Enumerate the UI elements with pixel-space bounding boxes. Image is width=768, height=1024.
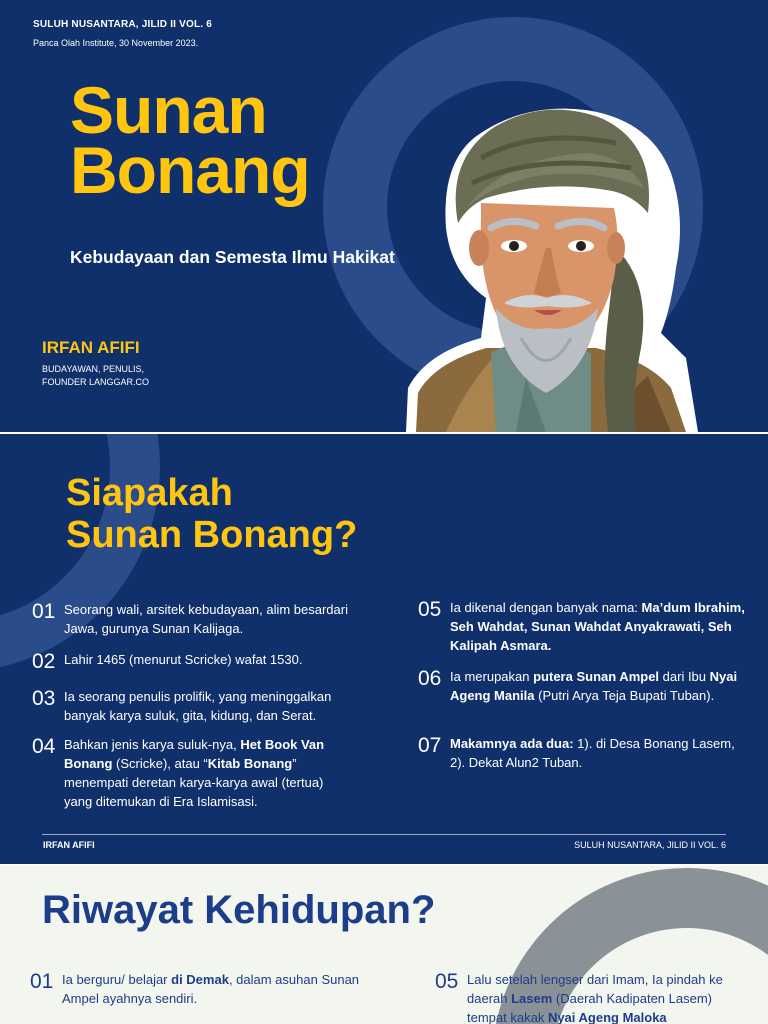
item-text-part: , dalam asuhan Sunan Ampel ayahnya sendiri. [62, 972, 360, 1006]
list-item [435, 970, 745, 1024]
publisher-date: Panca Olah Institute, 30 November 2023. [33, 38, 199, 48]
author-role-line-2: FOUNDER LANGGAR.CO [42, 377, 150, 387]
item-text-part: Ia dikenal dengan banyak nama: [450, 600, 642, 615]
item-text-emphasis: Kitab Bonang [207, 756, 293, 771]
item-number: 01 [30, 970, 54, 993]
item-text-emphasis: putera Sunan Ampel [533, 669, 660, 684]
item-text-part: ” menempati deretan karya-karya awal (tertua) yang ditemukan di Era Islamisasi. [64, 756, 324, 809]
item-number: 07 [418, 734, 442, 757]
author-name: IRFAN AFIFI [42, 338, 140, 357]
item-number: 04 [32, 735, 56, 758]
cover-slide [0, 0, 768, 432]
list-item [418, 734, 748, 772]
item-text-part: Ia merupakan [450, 669, 534, 684]
list-item [418, 667, 748, 705]
item-text-emphasis: Makamnya ada dua: [450, 736, 574, 751]
series-label: SULUH NUSANTARA, JILID II VOL. 6 [33, 19, 213, 30]
intro-heading [66, 472, 357, 556]
item-text-emphasis: Lasem [511, 991, 553, 1006]
list-item [32, 687, 352, 725]
cover-title-line-2: Bonang [70, 133, 310, 207]
footer-divider [42, 834, 726, 835]
item-text-part: dari Ibu [659, 669, 710, 684]
item-number: 05 [418, 598, 442, 621]
cover-subtitle: Kebudayaan dan Semesta Ilmu Hakikat [70, 247, 395, 267]
item-text-part: (Daerah Kadipaten Lasem) tempat kakak [467, 991, 712, 1024]
item-text [450, 598, 748, 655]
item-text [450, 734, 748, 772]
footer-author: IRFAN AFIFI [43, 840, 95, 850]
cover-title-line-1: Sunan [70, 73, 267, 147]
item-text [467, 970, 745, 1024]
life-slide [0, 866, 768, 1024]
item-text [450, 667, 748, 705]
item-text [62, 970, 370, 1008]
item-text [64, 735, 352, 811]
item-text-emphasis: Nyai Ageng Maloka [547, 1010, 667, 1024]
item-text-part: 1). di Desa Bonang Lasem, 2). Dekat Alun2 Tuban. [450, 736, 735, 770]
item-text-part: (Scricke), atau “ [112, 756, 208, 771]
list-item [32, 650, 352, 672]
list-item [30, 970, 370, 1008]
footer-series: SULUH NUSANTARA, JILID II VOL. 6 [574, 840, 726, 850]
author-role [42, 363, 222, 389]
item-text: Ia seorang penulis prolifik, yang meninggalkan banyak karya suluk, gita, kidung, dan Serat. [64, 689, 332, 723]
author-role-line-1: BUDAYAWAN, PENULIS, [42, 364, 145, 374]
cover-title [70, 73, 310, 207]
item-text-part: Bahkan jenis karya suluk-nya, [64, 737, 241, 752]
list-item [32, 735, 352, 811]
sunan-bonang-portrait [386, 98, 698, 432]
item-text-emphasis: Nyai Ageng Manila [450, 669, 738, 703]
item-text-part: (Putri Arya Teja Bupati Tuban). [534, 688, 715, 703]
item-text-emphasis: di Demak [171, 972, 229, 987]
item-number: 01 [32, 600, 56, 623]
item-text: Seorang wali, arsitek kebudayaan, alim besardari Jawa, gurunya Sunan Kalijaga. [64, 602, 348, 636]
item-number: 05 [435, 970, 459, 993]
intro-slide [0, 434, 768, 864]
item-text-emphasis: Het Book Van Bonang [64, 737, 325, 771]
life-heading: Riwayat Kehidupan? [42, 888, 436, 932]
item-text-part: Lalu setelah lengser dari Imam, Ia pindah ke daerah [467, 972, 723, 1006]
item-text-emphasis: Ma’dum Ibrahim, Seh Wahdat, Sunan Wahdat Anyakrawati, Seh Kalipah Asmara. [450, 600, 745, 653]
item-text-part: Ia berguru/ belajar [62, 972, 172, 987]
intro-heading-line-1: Siapakah [66, 472, 233, 514]
item-number: 02 [32, 650, 56, 673]
item-text: Lahir 1465 (menurut Scricke) wafat 1530. [64, 652, 303, 667]
item-number: 06 [418, 667, 442, 690]
list-item [32, 600, 352, 638]
item-number: 03 [32, 687, 56, 710]
list-item [418, 598, 748, 655]
intro-heading-line-2: Sunan Bonang? [66, 514, 358, 556]
